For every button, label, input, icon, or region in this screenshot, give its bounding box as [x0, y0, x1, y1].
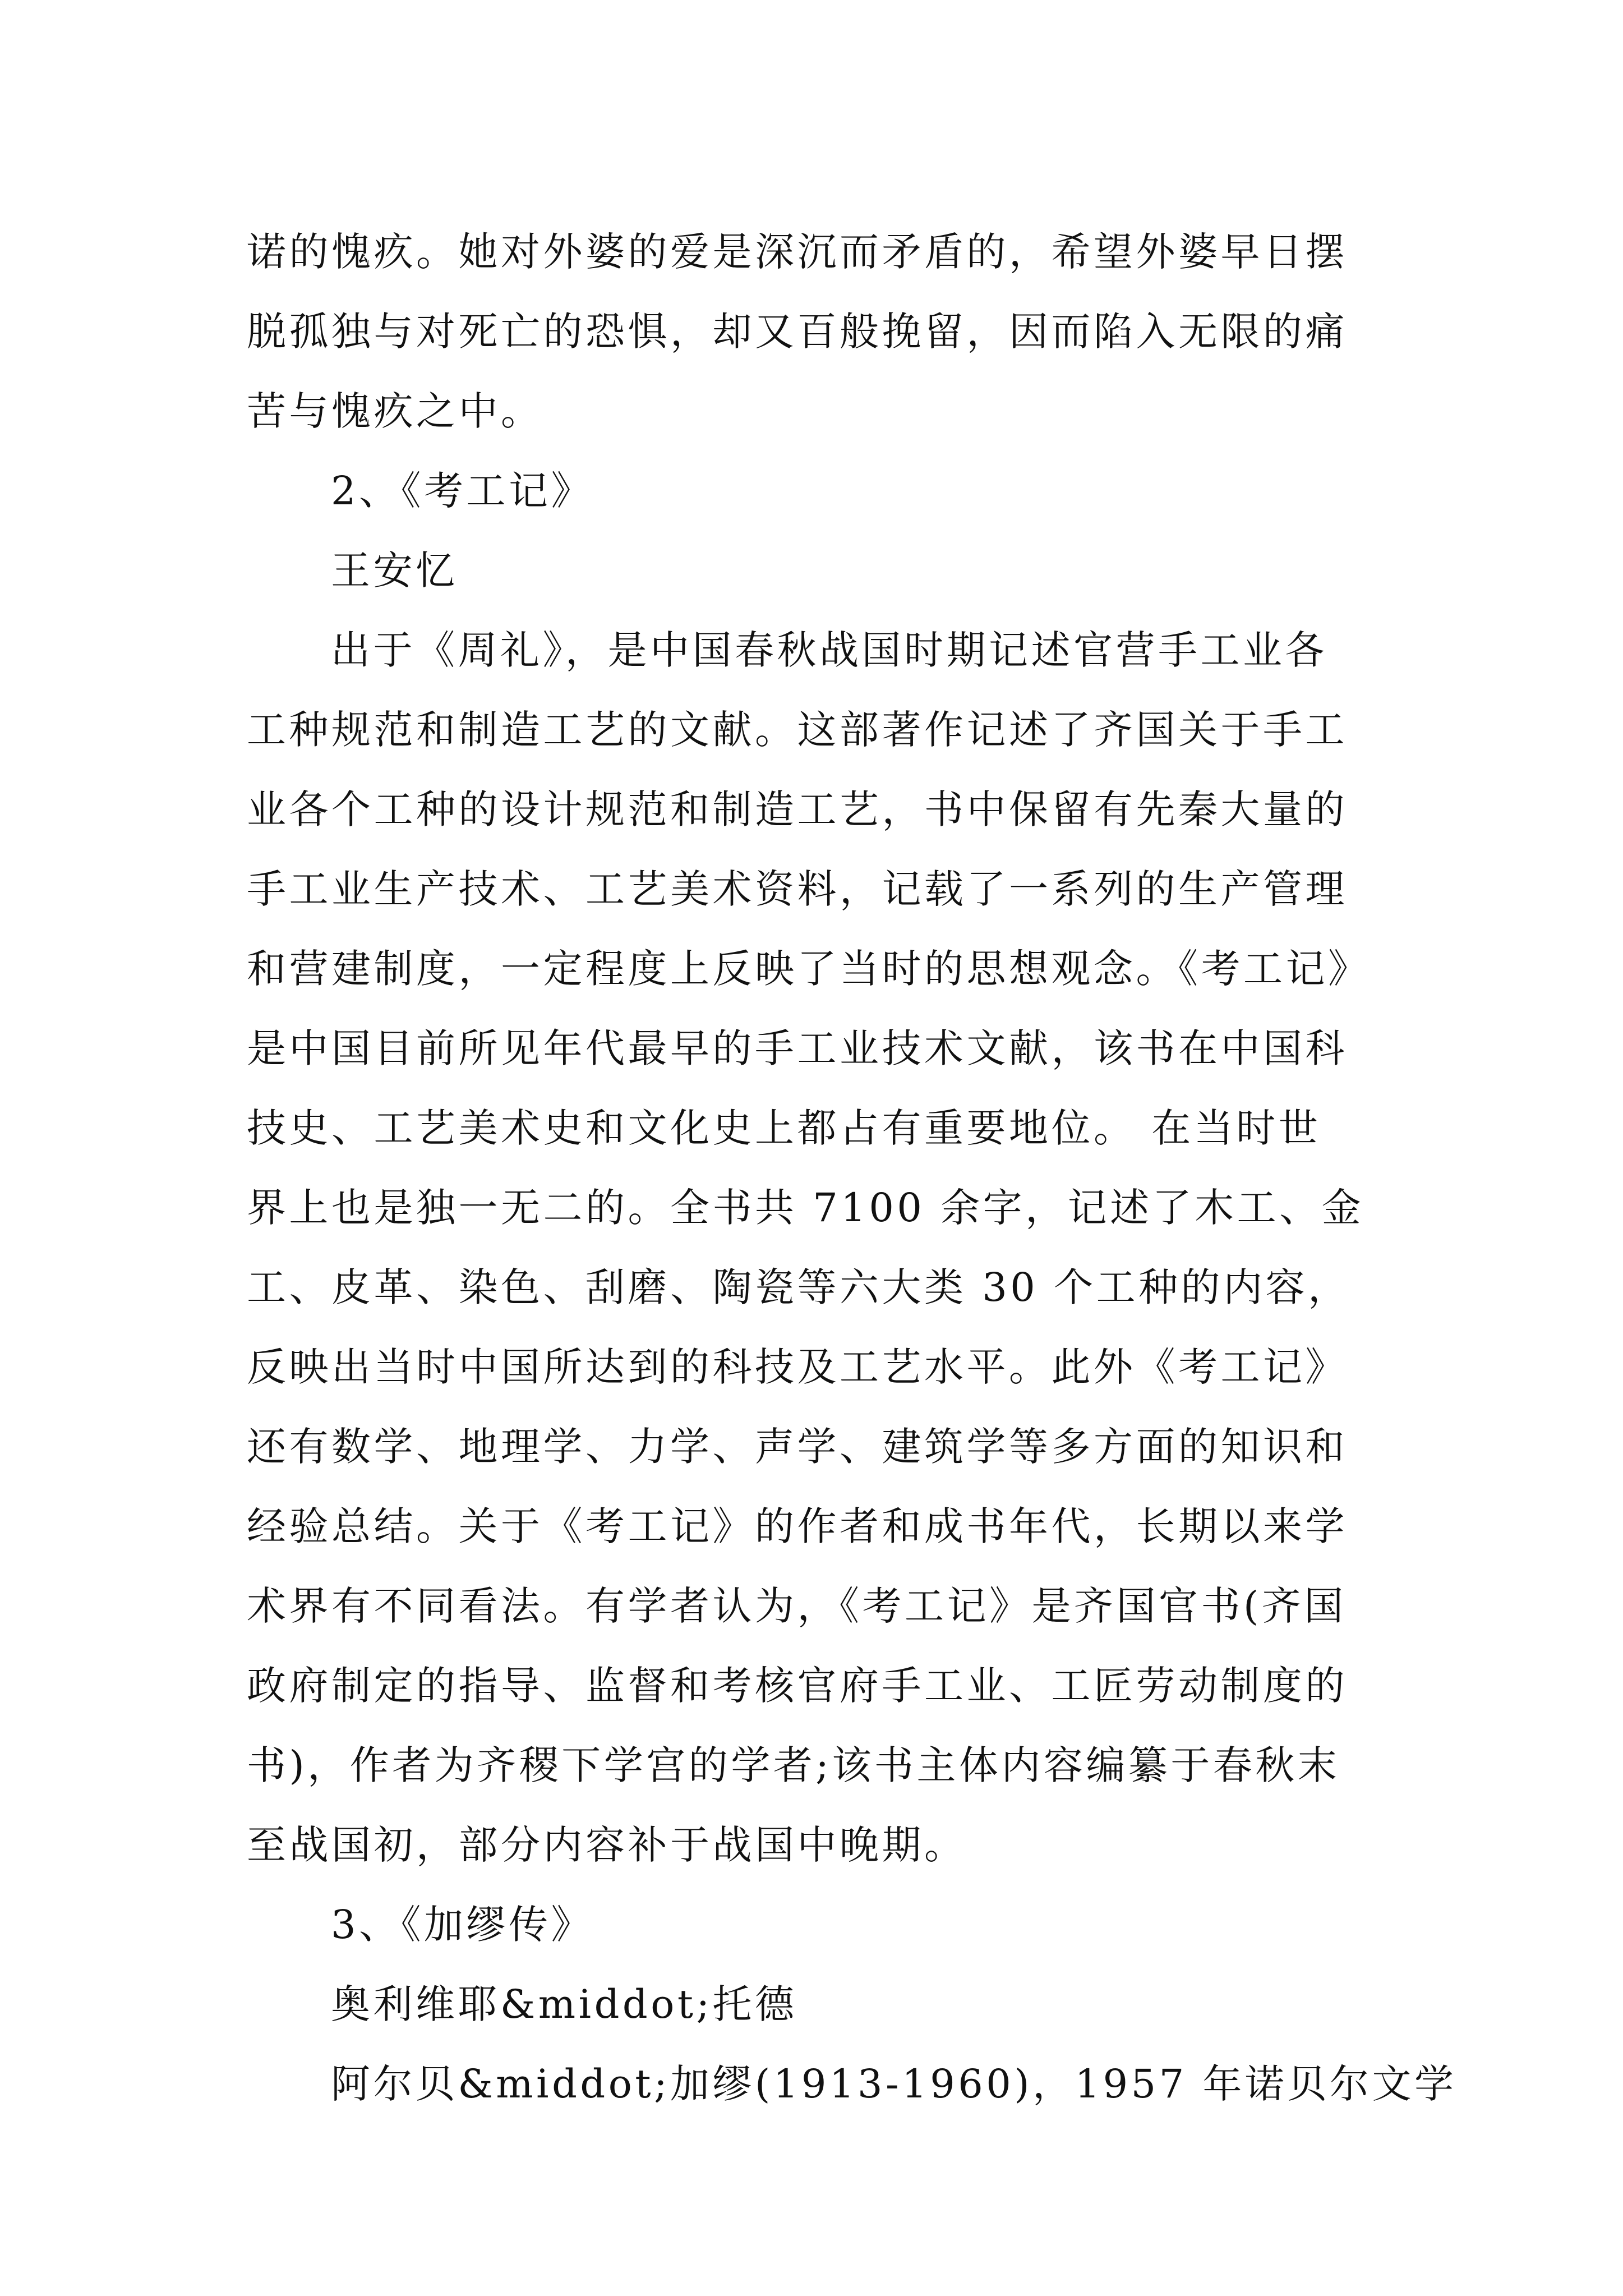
section-heading-camus: 3、《加缪传》 [331, 1902, 594, 1948]
text-line: 书)，作者为齐稷下学宫的学者;该书主体内容编纂于春秋末 [247, 1742, 1340, 1788]
text-line: 术界有不同看法。有学者认为，《考工记》是齐国官书(齐国 [247, 1583, 1347, 1629]
text-line: 政府制定的指导、监督和考核官府手工业、工匠劳动制度的 [247, 1663, 1348, 1709]
author-line: 奥利维耶&middot;托德 [331, 1981, 797, 2027]
text-line: 是中国目前所见年代最早的手工业技术文献，该书在中国科 [247, 1025, 1348, 1071]
text-line: 手工业生产技术、工艺美术资料，记载了一系列的生产管理 [247, 866, 1348, 912]
text-line: 脱孤独与对死亡的恐惧，却又百般挽留，因而陷入无限的痛 [247, 309, 1348, 355]
text-line: 技史、工艺美术史和文化史上都占有重要地位。 在当时世 [247, 1105, 1321, 1151]
text-line: 反映出当时中国所达到的科技及工艺水平。此外《考工记》 [247, 1344, 1348, 1390]
text-line: 界上也是独一无二的。全书共 7100 余字，记述了木工、金 [247, 1185, 1364, 1231]
text-line: 经验总结。关于《考工记》的作者和成书年代，长期以来学 [247, 1503, 1348, 1549]
text-line: 苦与愧疚之中。 [247, 388, 543, 434]
paragraph-start: 出于《周礼》，是中国春秋战国时期记述官营手工业各 [331, 627, 1327, 673]
text-line: 诺的愧疚。她对外婆的爱是深沉而矛盾的，希望外婆早日摆 [247, 229, 1348, 275]
text-line: 业各个工种的设计规范和制造工艺，书中保留有先秦大量的 [247, 786, 1348, 832]
author-line: 王安忆 [331, 547, 458, 593]
document-body [247, 212, 1457, 2124]
text-line: 和营建制度，一定程度上反映了当时的思想观念。《考工记》 [247, 946, 1371, 992]
paragraph-start: 阿尔贝&middot;加缪(1913-1960)，1957 年诺贝尔文学 [331, 2061, 1457, 2107]
section-heading-kaogongji: 2、《考工记》 [331, 468, 594, 514]
text-line: 工、皮革、染色、刮磨、陶瓷等六大类 30 个工种的内容， [247, 1264, 1350, 1310]
text-line: 工种规范和制造工艺的文献。这部著作记述了齐国关于手工 [247, 707, 1348, 753]
text-line: 至战国初，部分内容补于战国中晚期。 [247, 1822, 967, 1868]
text-line: 还有数学、地理学、力学、声学、建筑学等多方面的知识和 [247, 1424, 1348, 1470]
